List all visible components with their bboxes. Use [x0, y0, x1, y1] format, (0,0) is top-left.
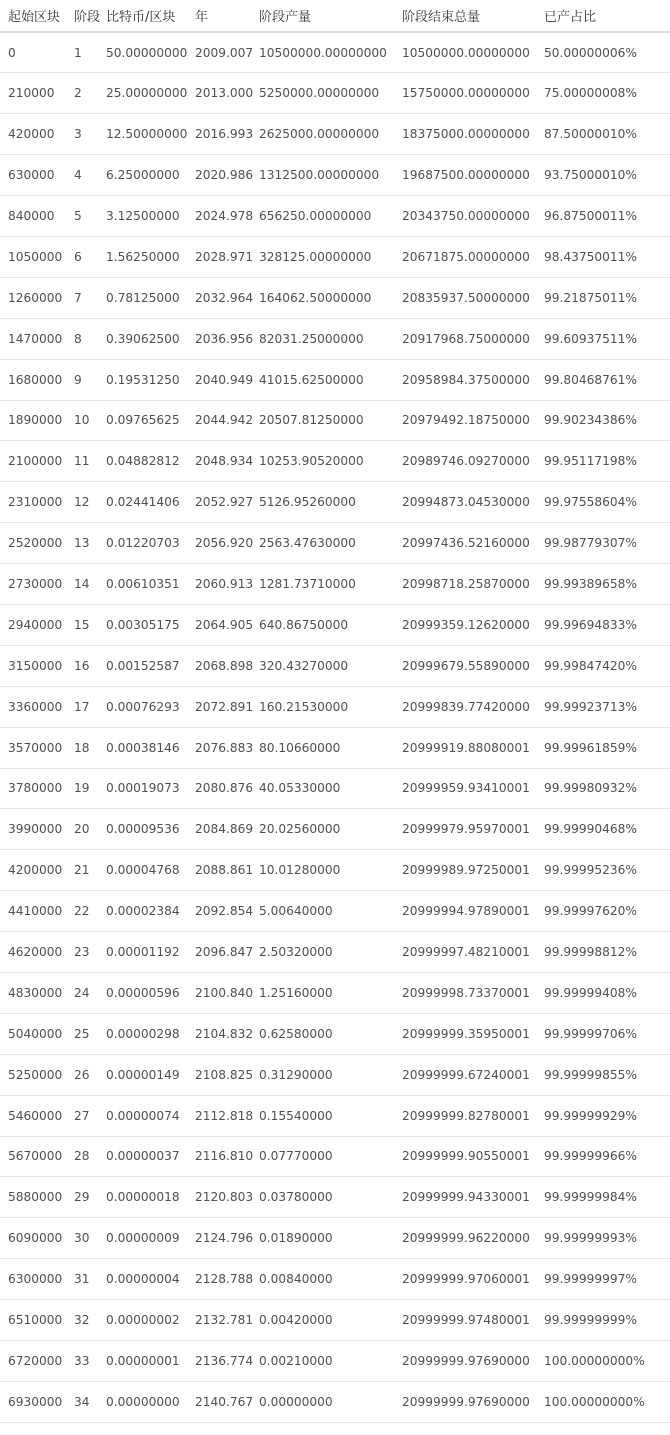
mined-ratio-cell: 99.99923713% [536, 686, 670, 727]
stage-cell: 2 [66, 73, 98, 114]
btc-per-block-cell: 0.00000596 [98, 972, 187, 1013]
year-cell: 2088.861 [187, 850, 251, 891]
start-block-cell: 4410000 [0, 891, 66, 932]
stage-output-cell: 0.00420000 [251, 1300, 394, 1341]
stage-end-total-cell: 19687500.00000000 [394, 155, 536, 196]
start-block-cell: 6090000 [0, 1218, 66, 1259]
btc-per-block-cell: 0.00001192 [98, 932, 187, 973]
stage-output-cell: 82031.25000000 [251, 318, 394, 359]
table-row [0, 441, 670, 482]
btc-per-block-cell: 0.00152587 [98, 645, 187, 686]
year-cell: 2013.000 [187, 73, 251, 114]
btc-per-block-cell: 0.00002384 [98, 891, 187, 932]
year-cell: 2009.007 [187, 32, 251, 73]
year-cell: 2120.803 [187, 1177, 251, 1218]
stage-end-total-cell: 20999839.77420000 [394, 686, 536, 727]
stage-cell: 23 [66, 932, 98, 973]
year-cell: 2056.920 [187, 523, 251, 564]
start-block-cell: 1890000 [0, 400, 66, 441]
start-block-cell: 420000 [0, 114, 66, 155]
start-block-cell: 3780000 [0, 768, 66, 809]
mined-ratio-cell: 99.99980932% [536, 768, 670, 809]
table-row [0, 891, 670, 932]
stage-cell: 33 [66, 1341, 98, 1382]
mined-ratio-cell: 99.99961859% [536, 727, 670, 768]
year-cell: 2020.986 [187, 155, 251, 196]
stage-end-total-cell: 20998718.25870000 [394, 564, 536, 605]
mined-ratio-cell: 99.95117198% [536, 441, 670, 482]
stage-end-total-cell: 20999999.82780001 [394, 1095, 536, 1136]
start-block-cell: 2940000 [0, 604, 66, 645]
btc-per-block-cell: 0.00000002 [98, 1300, 187, 1341]
stage-cell: 11 [66, 441, 98, 482]
table-row [0, 850, 670, 891]
table-row [0, 482, 670, 523]
table-row [0, 236, 670, 277]
start-block-cell: 2310000 [0, 482, 66, 523]
stage-cell: 20 [66, 809, 98, 850]
table-row [0, 1300, 670, 1341]
stage-output-cell: 656250.00000000 [251, 196, 394, 237]
stage-cell: 8 [66, 318, 98, 359]
table-row [0, 768, 670, 809]
start-block-cell: 6300000 [0, 1259, 66, 1300]
table-row [0, 359, 670, 400]
btc-per-block-cell: 0.00000074 [98, 1095, 187, 1136]
mined-ratio-cell: 100.00000000% [536, 1341, 670, 1382]
year-cell: 2080.876 [187, 768, 251, 809]
btc-per-block-cell: 1.56250000 [98, 236, 187, 277]
mined-ratio-cell: 99.99995236% [536, 850, 670, 891]
year-cell: 2128.788 [187, 1259, 251, 1300]
mined-ratio-cell: 99.99999993% [536, 1218, 670, 1259]
year-cell: 2040.949 [187, 359, 251, 400]
btc-per-block-cell: 50.00000000 [98, 32, 187, 73]
mined-ratio-cell: 99.99998812% [536, 932, 670, 973]
stage-cell: 4 [66, 155, 98, 196]
btc-per-block-cell: 0.78125000 [98, 277, 187, 318]
mined-ratio-cell: 99.99999999% [536, 1300, 670, 1341]
table-body [0, 32, 670, 1422]
table-row [0, 196, 670, 237]
btc-per-block-cell: 0.09765625 [98, 400, 187, 441]
year-cell: 2112.818 [187, 1095, 251, 1136]
start-block-cell: 3570000 [0, 727, 66, 768]
stage-output-cell: 41015.62500000 [251, 359, 394, 400]
start-block-cell: 1470000 [0, 318, 66, 359]
stage-output-cell: 0.07770000 [251, 1136, 394, 1177]
stage-cell: 24 [66, 972, 98, 1013]
btc-per-block-cell: 12.50000000 [98, 114, 187, 155]
header-stage: 阶段 [66, 0, 98, 32]
stage-cell: 26 [66, 1054, 98, 1095]
mined-ratio-cell: 93.75000010% [536, 155, 670, 196]
mined-ratio-cell: 99.98779307% [536, 523, 670, 564]
table-row [0, 32, 670, 73]
year-cell: 2024.978 [187, 196, 251, 237]
stage-output-cell: 0.00840000 [251, 1259, 394, 1300]
start-block-cell: 4620000 [0, 932, 66, 973]
mined-ratio-cell: 99.99999997% [536, 1259, 670, 1300]
btc-per-block-cell: 0.00000009 [98, 1218, 187, 1259]
start-block-cell: 2100000 [0, 441, 66, 482]
table-row [0, 564, 670, 605]
stage-end-total-cell: 20999359.12620000 [394, 604, 536, 645]
btc-per-block-cell: 0.00038146 [98, 727, 187, 768]
stage-cell: 12 [66, 482, 98, 523]
start-block-cell: 1050000 [0, 236, 66, 277]
year-cell: 2096.847 [187, 932, 251, 973]
table-header [0, 0, 670, 32]
table-row [0, 1136, 670, 1177]
btc-per-block-cell: 0.01220703 [98, 523, 187, 564]
header-btc-per-block: 比特币/区块 [98, 0, 187, 32]
header-mined-ratio: 已产占比 [536, 0, 670, 32]
stage-end-total-cell: 20999919.88080001 [394, 727, 536, 768]
table-row [0, 114, 670, 155]
stage-end-total-cell: 20999999.97480001 [394, 1300, 536, 1341]
stage-end-total-cell: 20671875.00000000 [394, 236, 536, 277]
stage-cell: 14 [66, 564, 98, 605]
year-cell: 2116.810 [187, 1136, 251, 1177]
stage-output-cell: 640.86750000 [251, 604, 394, 645]
year-cell: 2048.934 [187, 441, 251, 482]
stage-output-cell: 10253.90520000 [251, 441, 394, 482]
stage-output-cell: 1281.73710000 [251, 564, 394, 605]
start-block-cell: 6720000 [0, 1341, 66, 1382]
year-cell: 2076.883 [187, 727, 251, 768]
btc-per-block-cell: 0.00019073 [98, 768, 187, 809]
table-row [0, 400, 670, 441]
stage-cell: 22 [66, 891, 98, 932]
btc-per-block-cell: 0.00076293 [98, 686, 187, 727]
header-stage-output: 阶段产量 [251, 0, 394, 32]
mined-ratio-cell: 99.60937511% [536, 318, 670, 359]
stage-cell: 13 [66, 523, 98, 564]
stage-output-cell: 20.02560000 [251, 809, 394, 850]
stage-end-total-cell: 20999999.97690000 [394, 1341, 536, 1382]
mined-ratio-cell: 99.99694833% [536, 604, 670, 645]
table-row [0, 972, 670, 1013]
btc-per-block-cell: 0.00305175 [98, 604, 187, 645]
table-row [0, 73, 670, 114]
stage-output-cell: 1312500.00000000 [251, 155, 394, 196]
stage-cell: 25 [66, 1013, 98, 1054]
stage-cell: 21 [66, 850, 98, 891]
stage-end-total-cell: 20999979.95970001 [394, 809, 536, 850]
start-block-cell: 3990000 [0, 809, 66, 850]
stage-cell: 19 [66, 768, 98, 809]
stage-end-total-cell: 20999998.73370001 [394, 972, 536, 1013]
stage-end-total-cell: 20999999.35950001 [394, 1013, 536, 1054]
start-block-cell: 2730000 [0, 564, 66, 605]
btc-per-block-cell: 0.00000018 [98, 1177, 187, 1218]
stage-output-cell: 2625000.00000000 [251, 114, 394, 155]
stage-output-cell: 320.43270000 [251, 645, 394, 686]
start-block-cell: 2520000 [0, 523, 66, 564]
start-block-cell: 6930000 [0, 1381, 66, 1422]
mined-ratio-cell: 87.50000010% [536, 114, 670, 155]
table-row [0, 1095, 670, 1136]
table-row [0, 1381, 670, 1422]
stage-end-total-cell: 20999999.90550001 [394, 1136, 536, 1177]
year-cell: 2100.840 [187, 972, 251, 1013]
stage-end-total-cell: 18375000.00000000 [394, 114, 536, 155]
table-row [0, 1177, 670, 1218]
stage-cell: 9 [66, 359, 98, 400]
stage-end-total-cell: 20999959.93410001 [394, 768, 536, 809]
stage-output-cell: 2563.47630000 [251, 523, 394, 564]
stage-output-cell: 10.01280000 [251, 850, 394, 891]
start-block-cell: 840000 [0, 196, 66, 237]
btc-per-block-cell: 0.00009536 [98, 809, 187, 850]
mined-ratio-cell: 100.00000000% [536, 1381, 670, 1422]
btc-per-block-cell: 6.25000000 [98, 155, 187, 196]
btc-per-block-cell: 0.00000001 [98, 1341, 187, 1382]
year-cell: 2068.898 [187, 645, 251, 686]
stage-end-total-cell: 20999999.97690000 [394, 1381, 536, 1422]
table-row [0, 318, 670, 359]
stage-cell: 5 [66, 196, 98, 237]
start-block-cell: 5880000 [0, 1177, 66, 1218]
table-row [0, 686, 670, 727]
stage-end-total-cell: 20997436.52160000 [394, 523, 536, 564]
start-block-cell: 4830000 [0, 972, 66, 1013]
table-row [0, 1341, 670, 1382]
table-row [0, 523, 670, 564]
stage-output-cell: 160.21530000 [251, 686, 394, 727]
stage-output-cell: 0.15540000 [251, 1095, 394, 1136]
header-stage-end-total: 阶段结束总量 [394, 0, 536, 32]
mined-ratio-cell: 99.21875011% [536, 277, 670, 318]
year-cell: 2104.832 [187, 1013, 251, 1054]
btc-per-block-cell: 0.00000037 [98, 1136, 187, 1177]
start-block-cell: 5670000 [0, 1136, 66, 1177]
stage-cell: 15 [66, 604, 98, 645]
year-cell: 2092.854 [187, 891, 251, 932]
mined-ratio-cell: 99.99847420% [536, 645, 670, 686]
btc-per-block-cell: 0.39062500 [98, 318, 187, 359]
stage-output-cell: 40.05330000 [251, 768, 394, 809]
mined-ratio-cell: 99.99999929% [536, 1095, 670, 1136]
stage-end-total-cell: 20999994.97890001 [394, 891, 536, 932]
mined-ratio-cell: 99.99990468% [536, 809, 670, 850]
stage-output-cell: 80.10660000 [251, 727, 394, 768]
mined-ratio-cell: 99.99389658% [536, 564, 670, 605]
stage-end-total-cell: 20999999.67240001 [394, 1054, 536, 1095]
stage-end-total-cell: 20994873.04530000 [394, 482, 536, 523]
mined-ratio-cell: 75.00000008% [536, 73, 670, 114]
year-cell: 2016.993 [187, 114, 251, 155]
table-row [0, 1013, 670, 1054]
year-cell: 2124.796 [187, 1218, 251, 1259]
start-block-cell: 1260000 [0, 277, 66, 318]
stage-end-total-cell: 10500000.00000000 [394, 32, 536, 73]
mined-ratio-cell: 96.87500011% [536, 196, 670, 237]
btc-per-block-cell: 0.00610351 [98, 564, 187, 605]
stage-output-cell: 20507.81250000 [251, 400, 394, 441]
table-row [0, 1218, 670, 1259]
btc-per-block-cell: 0.04882812 [98, 441, 187, 482]
stage-cell: 28 [66, 1136, 98, 1177]
stage-cell: 32 [66, 1300, 98, 1341]
table-row [0, 727, 670, 768]
year-cell: 2136.774 [187, 1341, 251, 1382]
year-cell: 2072.891 [187, 686, 251, 727]
stage-output-cell: 0.00210000 [251, 1341, 394, 1382]
table-row [0, 932, 670, 973]
start-block-cell: 6510000 [0, 1300, 66, 1341]
btc-per-block-cell: 0.00000298 [98, 1013, 187, 1054]
mined-ratio-cell: 98.43750011% [536, 236, 670, 277]
btc-per-block-cell: 3.12500000 [98, 196, 187, 237]
start-block-cell: 3360000 [0, 686, 66, 727]
year-cell: 2132.781 [187, 1300, 251, 1341]
table-row [0, 1054, 670, 1095]
table-row [0, 1259, 670, 1300]
year-cell: 2140.767 [187, 1381, 251, 1422]
stage-cell: 10 [66, 400, 98, 441]
stage-end-total-cell: 20999997.48210001 [394, 932, 536, 973]
btc-per-block-cell: 0.19531250 [98, 359, 187, 400]
stage-cell: 27 [66, 1095, 98, 1136]
stage-cell: 31 [66, 1259, 98, 1300]
stage-end-total-cell: 20343750.00000000 [394, 196, 536, 237]
stage-output-cell: 2.50320000 [251, 932, 394, 973]
btc-per-block-cell: 0.00000004 [98, 1259, 187, 1300]
stage-end-total-cell: 20835937.50000000 [394, 277, 536, 318]
stage-output-cell: 0.00000000 [251, 1381, 394, 1422]
stage-output-cell: 5250000.00000000 [251, 73, 394, 114]
stage-cell: 30 [66, 1218, 98, 1259]
year-cell: 2052.927 [187, 482, 251, 523]
header-row [0, 0, 670, 32]
start-block-cell: 630000 [0, 155, 66, 196]
stage-output-cell: 0.03780000 [251, 1177, 394, 1218]
year-cell: 2084.869 [187, 809, 251, 850]
stage-output-cell: 328125.00000000 [251, 236, 394, 277]
header-start-block: 起始区块 [0, 0, 66, 32]
year-cell: 2060.913 [187, 564, 251, 605]
start-block-cell: 3150000 [0, 645, 66, 686]
stage-end-total-cell: 20979492.18750000 [394, 400, 536, 441]
year-cell: 2108.825 [187, 1054, 251, 1095]
stage-output-cell: 0.31290000 [251, 1054, 394, 1095]
header-year: 年 [187, 0, 251, 32]
stage-output-cell: 0.01890000 [251, 1218, 394, 1259]
stage-end-total-cell: 20917968.75000000 [394, 318, 536, 359]
btc-per-block-cell: 0.02441406 [98, 482, 187, 523]
stage-output-cell: 164062.50000000 [251, 277, 394, 318]
start-block-cell: 5040000 [0, 1013, 66, 1054]
table-row [0, 809, 670, 850]
stage-end-total-cell: 20999989.97250001 [394, 850, 536, 891]
start-block-cell: 5460000 [0, 1095, 66, 1136]
table-row [0, 604, 670, 645]
stage-end-total-cell: 15750000.00000000 [394, 73, 536, 114]
stage-cell: 17 [66, 686, 98, 727]
stage-end-total-cell: 20999999.94330001 [394, 1177, 536, 1218]
mined-ratio-cell: 99.99999706% [536, 1013, 670, 1054]
year-cell: 2044.942 [187, 400, 251, 441]
stage-cell: 34 [66, 1381, 98, 1422]
stage-end-total-cell: 20989746.09270000 [394, 441, 536, 482]
mined-ratio-cell: 50.00000006% [536, 32, 670, 73]
table-row [0, 277, 670, 318]
year-cell: 2028.971 [187, 236, 251, 277]
stage-cell: 29 [66, 1177, 98, 1218]
stage-end-total-cell: 20999999.96220000 [394, 1218, 536, 1259]
stage-cell: 16 [66, 645, 98, 686]
btc-per-block-cell: 0.00000000 [98, 1381, 187, 1422]
year-cell: 2032.964 [187, 277, 251, 318]
btc-per-block-cell: 25.00000000 [98, 73, 187, 114]
stage-cell: 7 [66, 277, 98, 318]
stage-end-total-cell: 20958984.37500000 [394, 359, 536, 400]
stage-cell: 1 [66, 32, 98, 73]
year-cell: 2064.905 [187, 604, 251, 645]
mined-ratio-cell: 99.97558604% [536, 482, 670, 523]
btc-per-block-cell: 0.00000149 [98, 1054, 187, 1095]
start-block-cell: 4200000 [0, 850, 66, 891]
mined-ratio-cell: 99.99999984% [536, 1177, 670, 1218]
start-block-cell: 210000 [0, 73, 66, 114]
start-block-cell: 5250000 [0, 1054, 66, 1095]
mined-ratio-cell: 99.99999855% [536, 1054, 670, 1095]
stage-output-cell: 0.62580000 [251, 1013, 394, 1054]
stage-cell: 3 [66, 114, 98, 155]
stage-output-cell: 5.00640000 [251, 891, 394, 932]
stage-end-total-cell: 20999999.97060001 [394, 1259, 536, 1300]
start-block-cell: 1680000 [0, 359, 66, 400]
year-cell: 2036.956 [187, 318, 251, 359]
stage-output-cell: 5126.95260000 [251, 482, 394, 523]
stage-output-cell: 10500000.00000000 [251, 32, 394, 73]
btc-per-block-cell: 0.00004768 [98, 850, 187, 891]
stage-cell: 6 [66, 236, 98, 277]
stage-cell: 18 [66, 727, 98, 768]
mined-ratio-cell: 99.80468761% [536, 359, 670, 400]
stage-output-cell: 1.25160000 [251, 972, 394, 1013]
table-row [0, 155, 670, 196]
mined-ratio-cell: 99.99999408% [536, 972, 670, 1013]
mined-ratio-cell: 99.99997620% [536, 891, 670, 932]
mined-ratio-cell: 99.99999966% [536, 1136, 670, 1177]
table-row [0, 645, 670, 686]
stage-end-total-cell: 20999679.55890000 [394, 645, 536, 686]
start-block-cell: 0 [0, 32, 66, 73]
mined-ratio-cell: 99.90234386% [536, 400, 670, 441]
